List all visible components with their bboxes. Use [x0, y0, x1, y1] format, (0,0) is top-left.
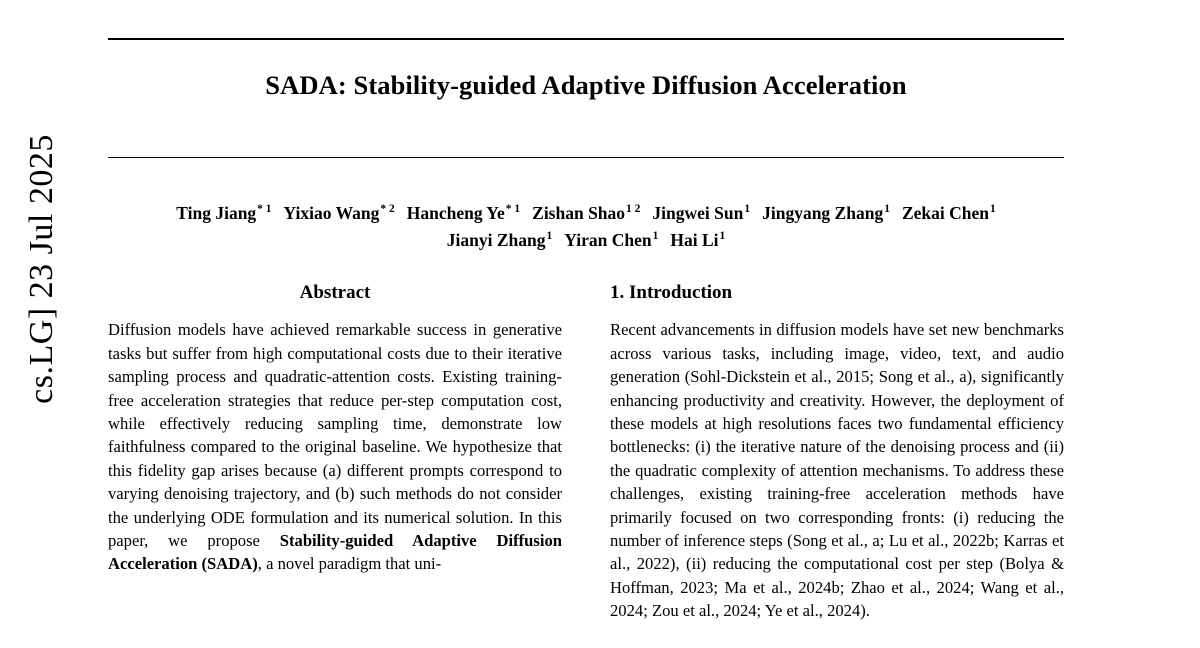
author-affiliation-marker: 1	[989, 203, 996, 216]
page-title: SADA: Stability-guided Adaptive Diffusion Acceleration	[265, 69, 907, 100]
arxiv-stamp: cs.LG] 23 Jul 2025	[23, 134, 60, 404]
paper-content	[108, 0, 1064, 648]
author: Hancheng Ye$^{* 1}$	[406, 203, 521, 224]
abstract-text-part1: Diffusion models have achieved remarkable success in generative tasks but suffer from high computational costs due to their iterative sampling process and quadratic-attention costs. Existing training-free acceleration strategies that reduce per-step computation cost, while effectively reducing sampling time, demonstrate low faithfulness compared to the original baseline. We hypothesize that this fidelity gap arises because (a) different prompts correspond to varying denoising trajectory, and (b) such methods do not consider the underlying ODE formulation and its numerical solution. In this paper, we propose	[108, 320, 562, 550]
author-affiliation-marker: 1	[744, 203, 751, 216]
title-rule-bottom	[108, 157, 1064, 159]
two-column-body	[108, 282, 1064, 622]
author: Hai Li$^1$	[670, 230, 726, 251]
introduction-text: Recent advancements in diffusion models have set new benchmarks across various tasks, including image, video, text, and audio generation (Sohl-Dickstein et al., 2015; Song et al., a), significantly enhancing productivity and creativity. However, the deployment of these models at high resolutions faces two fundamental efficiency bottlenecks: (i) the iterative nature of the denoising process and (ii) the quadratic complexity of attention mechanisms. To address these challenges, existing training-free acceleration methods have primarily focused on two corresponding fronts: (i) reducing the number of inference steps (Song et al., a; Lu et al., 2022b; Karras et al., 2022), (ii) reducing the computational cost per step (Bolya & Hoffman, 2023; Ma et al., 2024b; Zhao et al., 2024; Wang et al., 2024; Zou et al., 2024; Ye et al., 2024).	[610, 320, 1064, 621]
abstract-text	[108, 318, 562, 575]
author: Yiran Chen$^1$	[564, 230, 659, 251]
author: Zishan Shao$^{1 2}$	[532, 203, 641, 224]
author: Jianyi Zhang$^1$	[446, 230, 553, 251]
author-list	[108, 200, 1064, 254]
author-affiliation-marker: 1	[719, 230, 726, 243]
author: Jingyang Zhang$^1$	[762, 203, 890, 224]
author: Yixiao Wang$^{* 2}$	[283, 203, 395, 224]
abstract-text-part2: , a novel paradigm that uni-	[257, 554, 442, 574]
title-rule-top	[108, 38, 1064, 40]
author-affiliation-marker: 1	[884, 203, 890, 216]
abstract-bold-term: Stability-guided Adaptive Diffusion Acceleration (SADA)	[108, 530, 562, 574]
abstract-heading: Abstract	[299, 282, 371, 304]
author: Ting Jiang$^{* 1}$	[176, 203, 272, 224]
author-affiliation-marker: * 1	[257, 203, 272, 216]
author-affiliation-marker: 1	[652, 230, 659, 243]
author-affiliation-marker: 1	[546, 230, 553, 243]
column-right	[610, 282, 1064, 622]
author-affiliation-marker: * 1	[505, 203, 521, 216]
introduction-heading: 1. Introduction	[610, 282, 733, 304]
author-affiliation-marker: 1 2	[626, 203, 641, 216]
author: Zekai Chen$^1$	[901, 203, 996, 224]
author: Jingwei Sun$^1$	[652, 203, 751, 224]
author-affiliation-marker: * 2	[380, 203, 395, 216]
column-left	[108, 282, 562, 622]
